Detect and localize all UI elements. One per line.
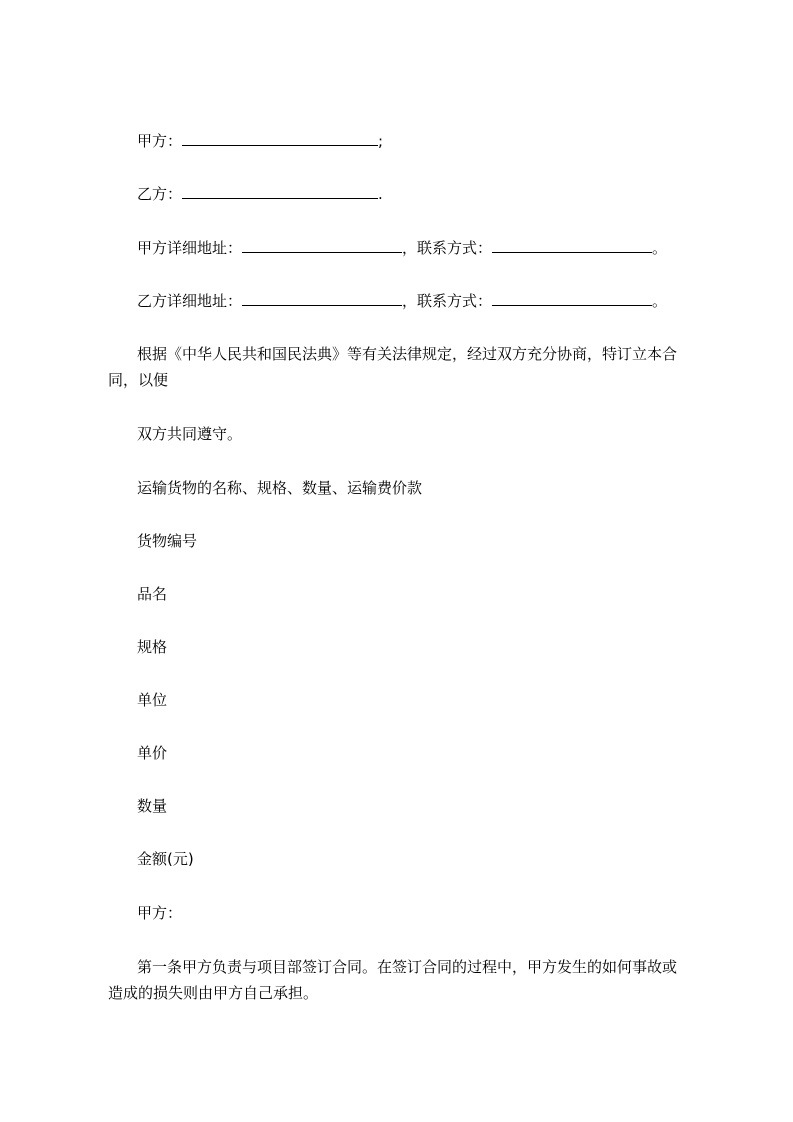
party-a-signature-label: 甲方： [137,904,183,922]
party-b-address-blank[interactable] [242,291,402,306]
party-b-name-blank[interactable] [182,184,378,199]
party-a-address-label: 甲方详细地址： [137,239,243,257]
party-a-address-line [137,238,667,258]
goods-field-specification: 规格 [137,638,168,656]
party-a-end-mark: ; [378,132,384,150]
goods-field-unit: 单位 [137,691,168,709]
party-a-address-end-mark: 。 [652,239,668,257]
goods-heading: 运输货物的名称、规格、数量、运输费价款 [137,479,423,497]
intro-paragraph [108,341,688,393]
party-a-name-blank[interactable] [182,131,378,146]
goods-field-unit-price: 单价 [137,744,168,762]
party-a-line [137,131,383,151]
party-a-address-blank[interactable] [242,238,402,253]
mutual-compliance-line: 双方共同遵守。 [137,425,243,443]
goods-field-quantity: 数量 [137,797,168,815]
intro-text: 根据《中华人民共和国民法典》等有关法律规定，经过双方充分协商，特订立本合同，以便 [108,345,678,389]
party-a-contact-label: ，联系方式： [402,239,493,257]
party-b-address-end-mark: 。 [652,292,668,310]
party-b-label: 乙方： [137,185,183,203]
party-b-contact-blank[interactable] [492,291,652,306]
party-a-contact-blank[interactable] [492,238,652,253]
party-b-address-line [137,291,667,311]
party-b-line [137,184,383,204]
goods-field-item-number: 货物编号 [137,532,198,550]
party-b-end-mark: . [378,185,383,203]
article-one-paragraph [108,954,688,1006]
goods-field-amount: 金额(元) [137,850,194,868]
goods-field-product-name: 品名 [137,585,168,603]
party-b-contact-label: ，联系方式： [402,292,493,310]
article-one-text: 第一条甲方负责与项目部签订合同。在签订合同的过程中，甲方发生的如何事故或造成的损失则由甲方自己承担。 [108,958,678,1002]
party-a-label: 甲方： [137,132,183,150]
party-b-address-label: 乙方详细地址： [137,292,243,310]
